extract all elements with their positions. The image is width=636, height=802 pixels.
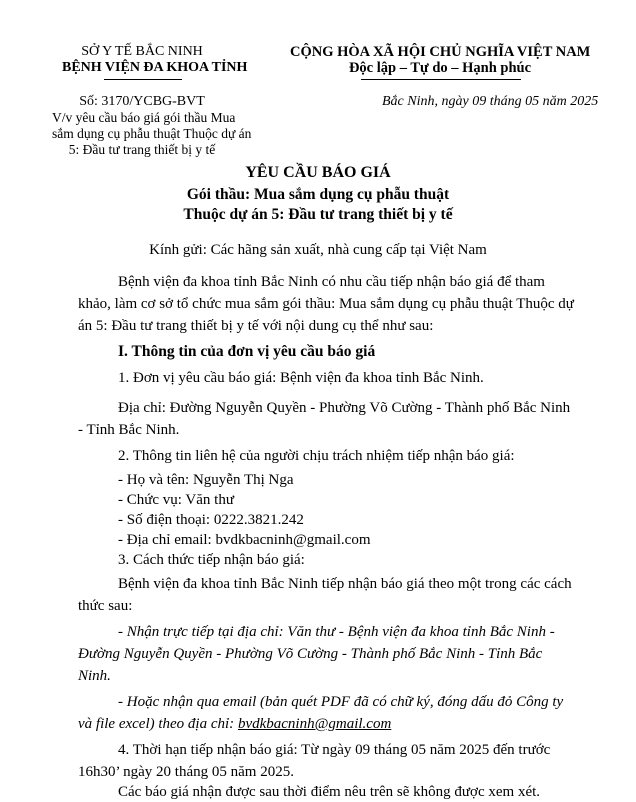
intro-line-1: Bệnh viện đa khoa tỉnh Bắc Ninh có nhu cầu tiếp nhận báo giá để tham [118, 274, 545, 290]
subject-line-3: 5: Đầu tư trang thiết bị y tế [68, 142, 216, 157]
issuer-hospital: BỆNH VIỆN ĐA KHOA TỈNH [62, 60, 248, 75]
greeting: Kính gửi: Các hãng sản xuất, nhà cung cấp tại Việt Nam [149, 242, 487, 258]
direct-line-1: - Nhận trực tiếp tại địa chỉ: Văn thư - Bệnh viện đa khoa tỉnh Bắc Ninh - [118, 624, 555, 640]
item-1: 1. Đơn vị yêu cầu báo giá: Bệnh viện đa khoa tỉnh Bắc Ninh. [118, 370, 484, 386]
email-line-1: - Hoặc nhận qua email (bản quét PDF đã có chữ ký, đóng dấu đỏ Công ty [118, 694, 564, 710]
issuer-underline [104, 79, 182, 80]
document-title: YÊU CẦU BÁO GIÁ [245, 164, 391, 181]
late-note: Các báo giá nhận được sau thời điểm nêu trên sẽ không được xem xét. [118, 784, 541, 800]
email-line-2 [78, 714, 391, 734]
direct-line-3: Ninh. [78, 668, 111, 684]
subject-line-2: sắm dụng cụ phẫu thuật Thuộc dự án [52, 126, 252, 141]
method-line-2: thức sau: [78, 598, 133, 614]
method-line-1: Bệnh viện đa khoa tỉnh Bắc Ninh tiếp nhận báo giá theo một trong các cách [118, 576, 572, 592]
item-4-line-2: 16h30’ ngày 20 tháng 05 năm 2025. [78, 764, 294, 780]
national-motto: Độc lập – Tự do – Hạnh phúc [348, 60, 532, 76]
document-date: Bắc Ninh, ngày 09 tháng 05 năm 2025 [382, 94, 599, 109]
intro-line-2: khảo, làm cơ sở tổ chức mua sắm gói thầu: Mua sắm dụng cụ phẫu thuật Thuộc dự [78, 296, 574, 312]
email-link[interactable]: bvdkbacninh@gmail.com [237, 716, 392, 732]
contact-email: - Địa chỉ email: bvdkbacninh@gmail.com [118, 532, 371, 548]
item-3: 3. Cách thức tiếp nhận báo giá: [118, 552, 305, 568]
contact-position: - Chức vụ: Văn thư [118, 492, 234, 508]
intro-line-3: án 5: Đầu tư trang thiết bị y tế với nội dung cụ thể như sau: [78, 318, 434, 334]
issuer-department: SỞ Y TẾ BẮC NINH [81, 44, 203, 59]
document-number: Số: 3170/YCBG-BVT [79, 94, 205, 109]
package-title: Gói thầu: Mua sắm dụng cụ phẫu thuật [186, 186, 450, 203]
direct-line-2: Đường Nguyễn Quyền - Phường Võ Cường - Thành phố Bắc Ninh - Tỉnh Bắc [78, 646, 543, 662]
section-heading: I. Thông tin của đơn vị yêu cầu báo giá [118, 343, 376, 360]
national-title: CỘNG HÒA XÃ HỘI CHỦ NGHĨA VIỆT NAM [290, 44, 591, 60]
motto-underline [361, 79, 521, 80]
email-line-2-text: và file excel) theo địa chỉ: [78, 716, 238, 732]
contact-name: - Họ và tên: Nguyễn Thị Nga [118, 472, 294, 488]
subject-line-1: V/v yêu cầu báo giá gói thầu Mua [52, 110, 236, 125]
item-2: 2. Thông tin liên hệ của người chịu trách nhiệm tiếp nhận báo giá: [118, 448, 515, 464]
address-line-2: - Tỉnh Bắc Ninh. [78, 422, 180, 438]
contact-phone: - Số điện thoại: 0222.3821.242 [118, 512, 304, 528]
project-title: Thuộc dự án 5: Đầu tư trang thiết bị y tế [183, 206, 453, 223]
address-line-1: Địa chỉ: Đường Nguyễn Quyền - Phường Võ Cường - Thành phố Bắc Ninh [118, 400, 571, 416]
item-4-line-1: 4. Thời hạn tiếp nhận báo giá: Từ ngày 09 tháng 05 năm 2025 đến trước [118, 742, 551, 758]
